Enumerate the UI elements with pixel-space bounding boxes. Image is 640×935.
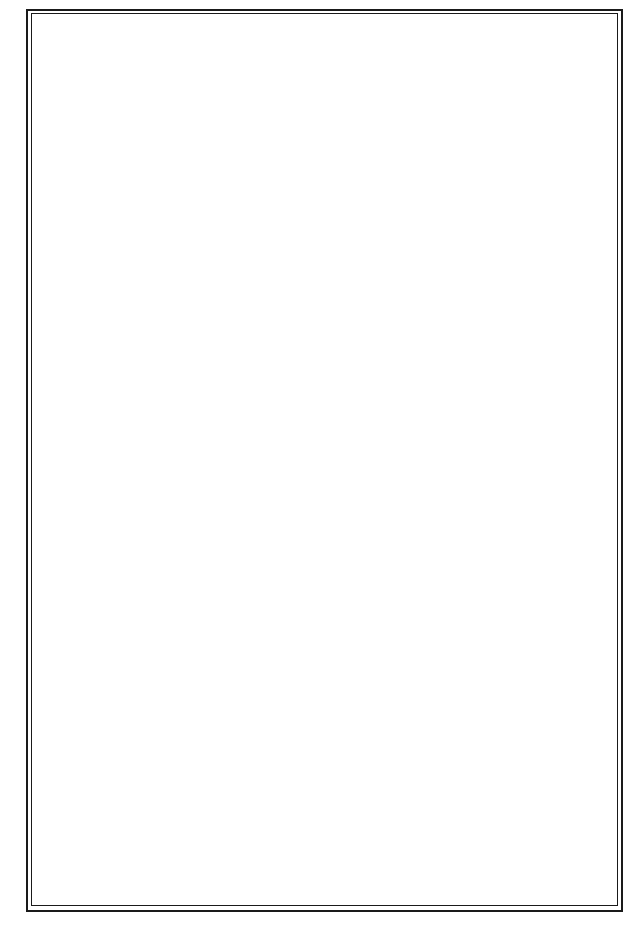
- upper-text-block: [40, 36, 612, 606]
- lower-text-block: [40, 621, 612, 901]
